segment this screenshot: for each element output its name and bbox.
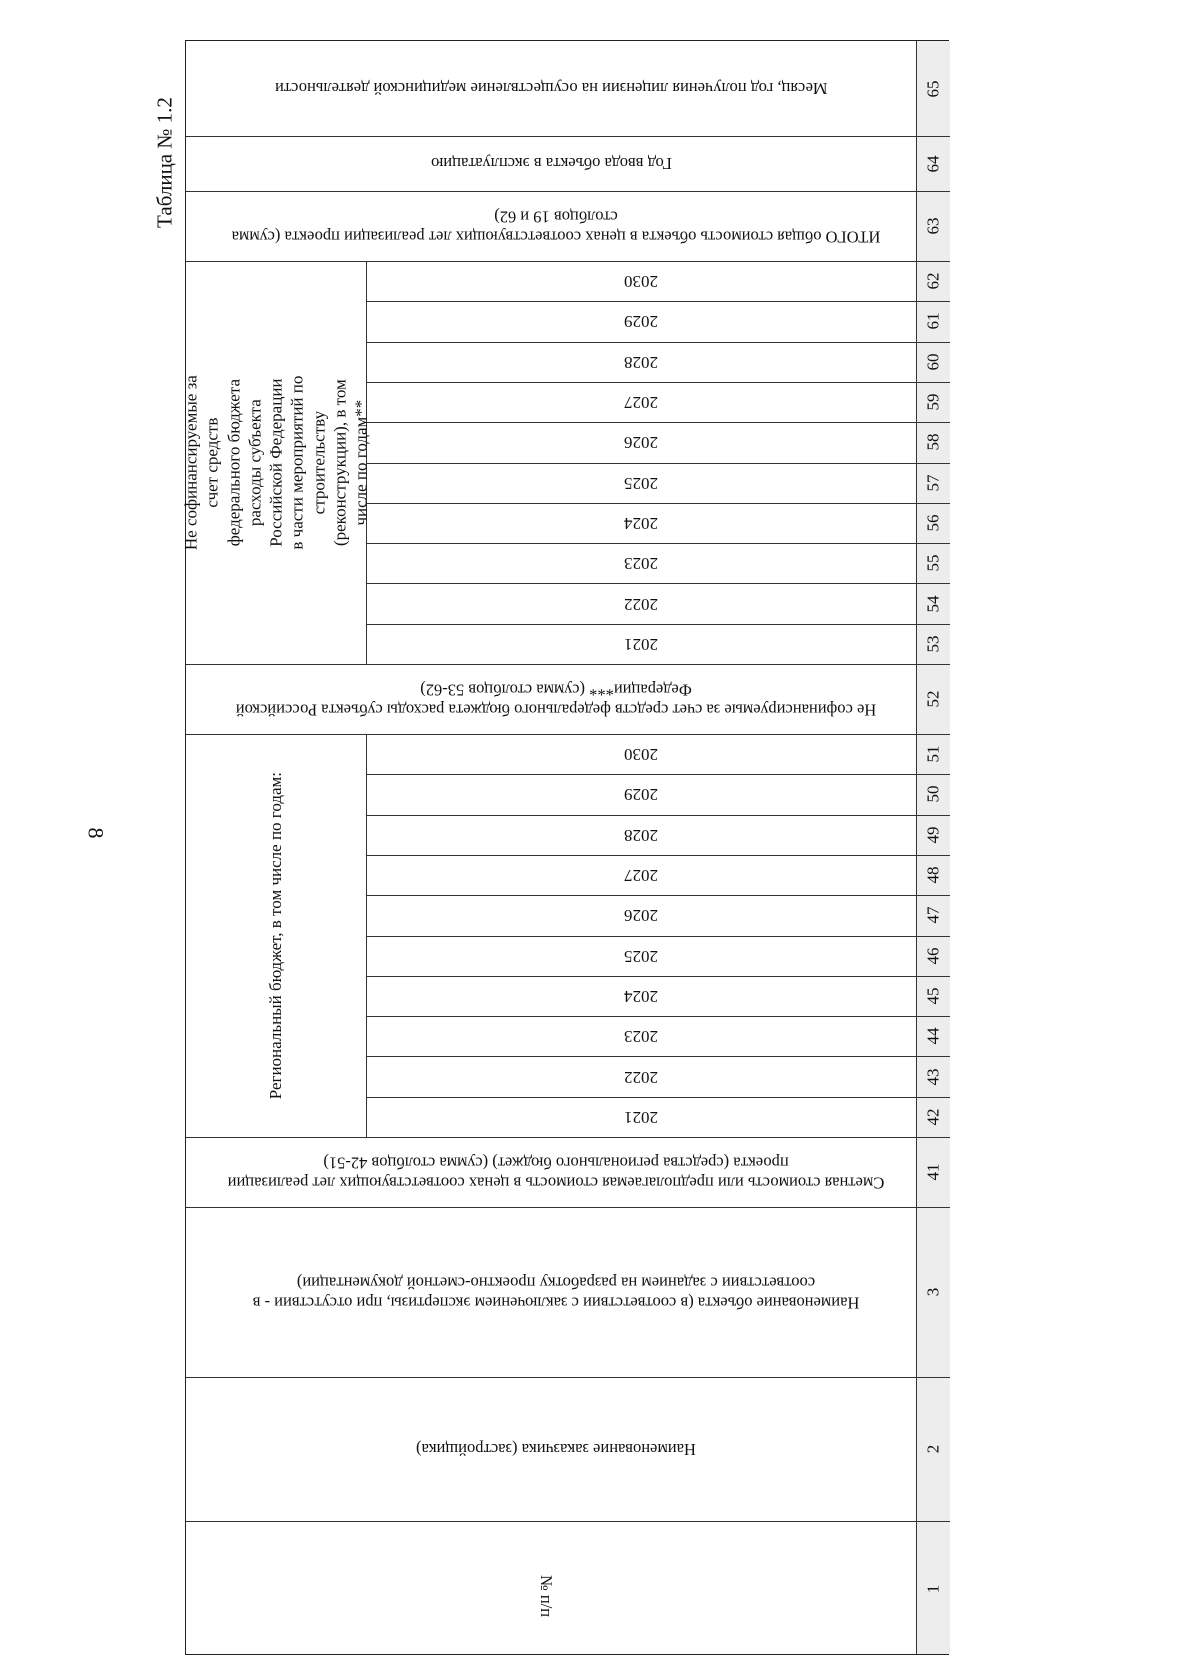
column-number: 3 — [923, 1287, 942, 1297]
regional-year-cell: 2023 — [624, 1027, 658, 1047]
regional-year-cell: 2021 — [624, 1107, 658, 1127]
table-caption: Таблица № 1.2 — [152, 97, 177, 228]
column-number: 54 — [923, 595, 942, 613]
page-number: 8 — [83, 827, 109, 839]
header-row-number: № п/п — [537, 1574, 557, 1618]
column-number: 51 — [923, 745, 942, 763]
header-total-cost: ИТОГО общая стоимость объекта в ценах соответствующих лет реализации проекта (сумма столбцов 19 и 62) — [231, 207, 881, 247]
column-number: 2 — [923, 1444, 942, 1454]
column-number: 57 — [923, 474, 942, 492]
header-commission-year: Год ввода объекта в эксплуатацию — [430, 154, 672, 174]
column-number: 59 — [923, 393, 942, 411]
rotated-table — [181, 40, 949, 1655]
divider — [186, 1521, 950, 1522]
nonfinanced-year-cell: 2025 — [624, 473, 658, 493]
column-number: 47 — [923, 906, 942, 924]
nonfinanced-year-cell: 2024 — [624, 513, 658, 533]
column-number: 1 — [923, 1584, 942, 1593]
column-number: 58 — [923, 433, 942, 451]
regional-year-cell: 2022 — [624, 1067, 658, 1087]
header-object-name: Наименование объекта (в соответствии с заключением экспертизы, при отсутствии - в соответствии с заданием на разработку проектно-сметной документации) — [252, 1273, 860, 1313]
column-number: 50 — [923, 785, 942, 803]
nonfinanced-year-cell: 2027 — [624, 393, 658, 413]
regional-year-cell: 2028 — [624, 825, 658, 845]
column-number: 42 — [923, 1108, 942, 1126]
regional-year-cell: 2029 — [624, 785, 658, 805]
column-number: 41 — [923, 1163, 942, 1181]
column-number: 60 — [923, 353, 942, 371]
regional-year-cell: 2024 — [624, 986, 658, 1006]
nonfinanced-year-cell: 2021 — [624, 634, 658, 654]
column-number: 65 — [923, 80, 942, 97]
regional-year-cell: 2030 — [624, 745, 658, 765]
header-customer-name: Наименование заказчика (застройщика) — [416, 1440, 696, 1460]
column-number: 48 — [923, 866, 942, 884]
column-number: 53 — [923, 635, 942, 653]
column-number: 45 — [923, 987, 942, 1005]
header-estimated-cost: Сметная стоимость или предполагаемая стоимость в ценах соответствующих лет реализации проекта (средства регионального бюджет) (сумма столбцов 42-51) — [227, 1153, 885, 1193]
column-number: 46 — [923, 947, 942, 965]
column-number: 63 — [923, 217, 942, 235]
regional-year-cell: 2025 — [624, 946, 658, 966]
column-number: 44 — [923, 1027, 942, 1045]
group-nonfinanced: Не софинансируемые за счет средств федерального бюджета расходы субъекта Российской Федерации в части мероприятий по строительству (реконструкции), в том числе по годам** — [181, 375, 371, 550]
column-number: 55 — [923, 554, 942, 572]
regional-year-cell: 2026 — [624, 906, 658, 926]
column-number: 62 — [923, 272, 942, 290]
column-number: 49 — [923, 826, 942, 844]
nonfinanced-year-cell: 2023 — [624, 554, 658, 574]
column-number: 56 — [923, 514, 942, 532]
nonfinanced-year-cell: 2022 — [624, 594, 658, 614]
column-number: 64 — [923, 155, 942, 172]
column-number: 52 — [923, 690, 942, 708]
group-regional: Региональный бюджет, в том числе по годам: — [266, 771, 286, 1100]
nonfinanced-year-cell: 2026 — [624, 433, 658, 453]
column-number: 61 — [923, 312, 942, 330]
header-license-date: Месяц, год получения лицензии на осуществление медицинской деятельности — [274, 79, 828, 99]
nonfinanced-year-cell: 2029 — [624, 312, 658, 332]
header-nonfinanced-sum: Не софинансируемые за счет средств федерального бюджета расходы субъекта Российской Федерации*** (сумма столбцов 53-62) — [235, 680, 877, 720]
nonfinanced-year-cell: 2028 — [624, 352, 658, 372]
regional-year-cell: 2027 — [624, 866, 658, 886]
nonfinanced-year-cell: 2030 — [624, 272, 658, 292]
column-number: 43 — [923, 1068, 942, 1086]
